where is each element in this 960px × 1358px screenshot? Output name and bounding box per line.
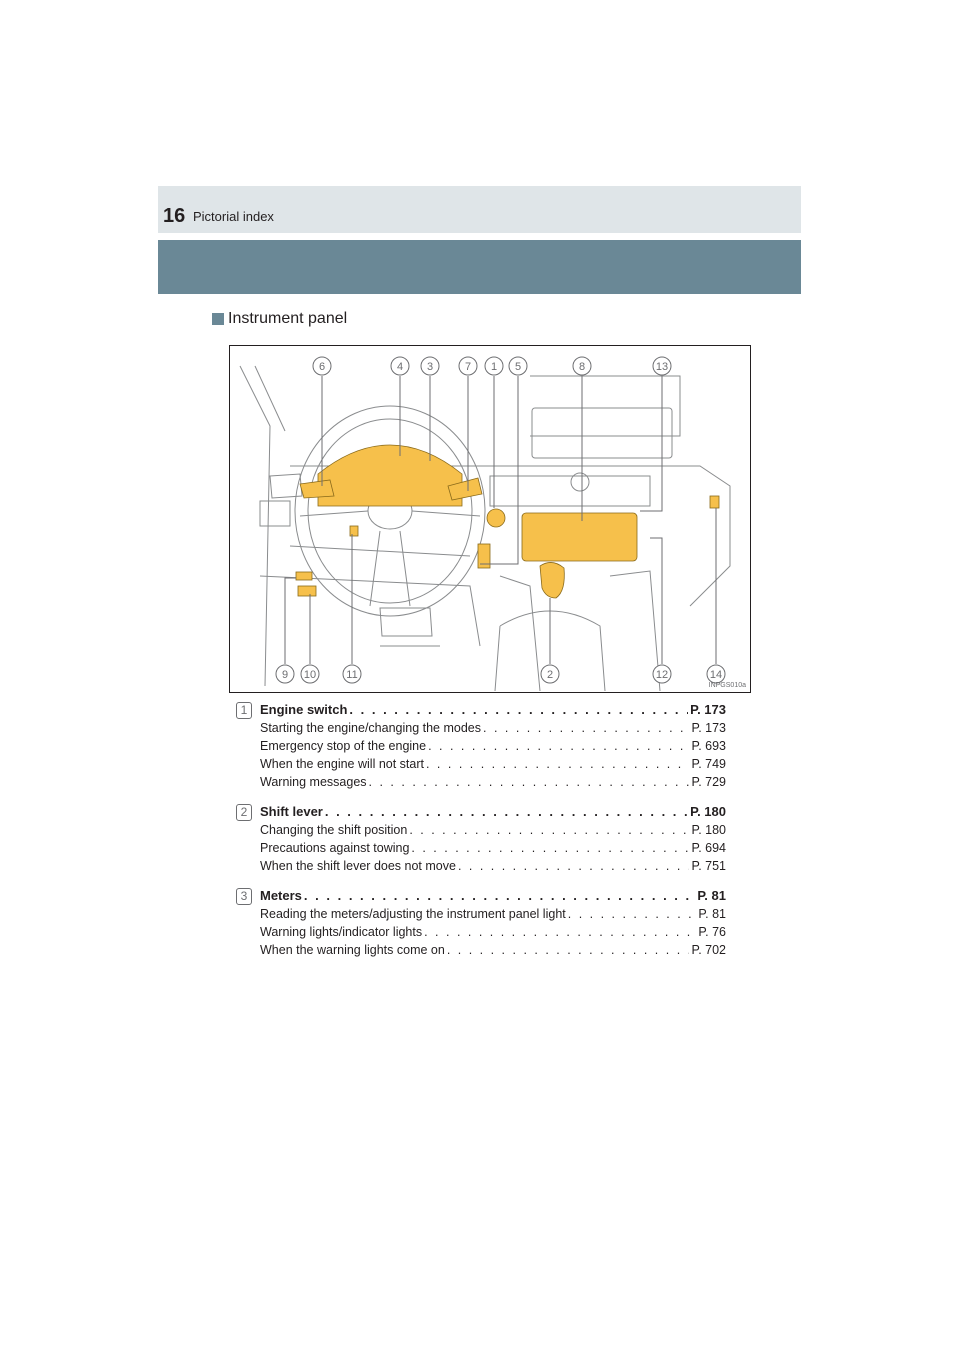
entry-number-badge: 3: [236, 888, 252, 905]
page-ref: P. 693: [691, 739, 726, 753]
entry-item[interactable]: [260, 943, 726, 957]
dot-leader: [424, 925, 696, 939]
dot-leader: [411, 841, 689, 855]
page-ref: P. 173: [691, 721, 726, 735]
entry-item[interactable]: [260, 823, 726, 837]
page-ref: P. 76: [698, 925, 726, 939]
instrument-panel-figure: [229, 345, 751, 693]
item-label: Starting the engine/changing the modes: [260, 721, 481, 735]
callout-3: 3: [426, 361, 434, 373]
climate-control-highlight: [522, 513, 637, 561]
entry-item[interactable]: [260, 739, 726, 753]
page-ref: P. 81: [698, 907, 726, 921]
figure-code: INPGS010a: [708, 682, 746, 689]
entry-item[interactable]: [260, 841, 726, 855]
switch-11-highlight: [350, 526, 358, 536]
entry-number-badge: 1: [236, 702, 252, 719]
subheading-text: Instrument panel: [228, 310, 348, 327]
dot-leader: [325, 804, 688, 819]
engine-switch-highlight: [487, 509, 505, 527]
dot-leader: [369, 775, 690, 789]
page-ref: P. 180: [690, 804, 726, 819]
entry-title-line[interactable]: [260, 702, 726, 717]
entry-title-line[interactable]: [260, 804, 726, 819]
callout-13: 13: [655, 361, 669, 373]
callout-5: 5: [514, 361, 522, 373]
entry-item[interactable]: [260, 925, 726, 939]
subheading: [212, 310, 347, 328]
entry-item[interactable]: [260, 757, 726, 771]
callout-4: 4: [396, 361, 404, 373]
entry-item[interactable]: [260, 859, 726, 873]
entry-number-badge: 2: [236, 804, 252, 821]
callout-9: 9: [281, 669, 289, 681]
entry-title: Shift lever: [260, 804, 323, 819]
dot-leader: [458, 859, 690, 873]
page-ref: P. 694: [691, 841, 726, 855]
dot-leader: [304, 888, 695, 903]
item-label: When the engine will not start: [260, 757, 424, 771]
page-ref: P. 751: [691, 859, 726, 873]
entry-item[interactable]: [260, 721, 726, 735]
entry-title-line[interactable]: [260, 888, 726, 903]
item-label: Changing the shift position: [260, 823, 408, 837]
item-label: Precautions against towing: [260, 841, 410, 855]
entry-item[interactable]: [260, 775, 726, 789]
item-label: When the shift lever does not move: [260, 859, 456, 873]
page-ref: P. 81: [697, 888, 726, 903]
section-title: Pictorial index: [193, 209, 274, 224]
callout-11: 11: [346, 669, 358, 681]
switch-9-highlight: [296, 572, 312, 580]
entry-title: Engine switch: [260, 702, 348, 717]
callout-14: 14: [709, 669, 723, 681]
item-label: Emergency stop of the engine: [260, 739, 427, 753]
shift-lever-highlight: [540, 562, 564, 598]
entry-item[interactable]: [260, 907, 726, 921]
dot-leader: [349, 702, 688, 717]
callout-6: 6: [318, 361, 326, 373]
switch-10-highlight: [298, 586, 316, 596]
entry-title: Meters: [260, 888, 302, 903]
meter-cluster-highlight: [318, 445, 462, 506]
callout-1: 1: [490, 361, 498, 373]
callout-2: 2: [546, 669, 554, 681]
callout-10: 10: [303, 669, 317, 681]
dot-leader: [568, 907, 697, 921]
item-label: When the warning lights come on: [260, 943, 445, 957]
item-label: Warning messages: [260, 775, 367, 789]
dashboard-illustration: [230, 346, 750, 692]
callout-12: 12: [655, 669, 669, 681]
page-ref: P. 729: [691, 775, 726, 789]
switch-14-highlight: [710, 496, 719, 508]
item-label: Warning lights/indicator lights: [260, 925, 423, 939]
dot-leader: [426, 757, 689, 771]
page-number: 16: [163, 205, 186, 227]
paddle-left-highlight: [300, 480, 334, 498]
dot-leader: [447, 943, 690, 957]
callout-7: 7: [464, 361, 472, 373]
header-band: [158, 240, 801, 294]
item-label: Reading the meters/adjusting the instrument panel light: [260, 907, 566, 921]
square-bullet-icon: [212, 313, 224, 325]
dot-leader: [428, 739, 689, 753]
dot-leader: [483, 721, 689, 735]
page-ref: P. 702: [691, 943, 726, 957]
dot-leader: [409, 823, 689, 837]
page-ref: P. 180: [691, 823, 726, 837]
page-ref: P. 749: [691, 757, 726, 771]
callout-8: 8: [578, 361, 586, 373]
page-ref: P. 173: [690, 702, 726, 717]
